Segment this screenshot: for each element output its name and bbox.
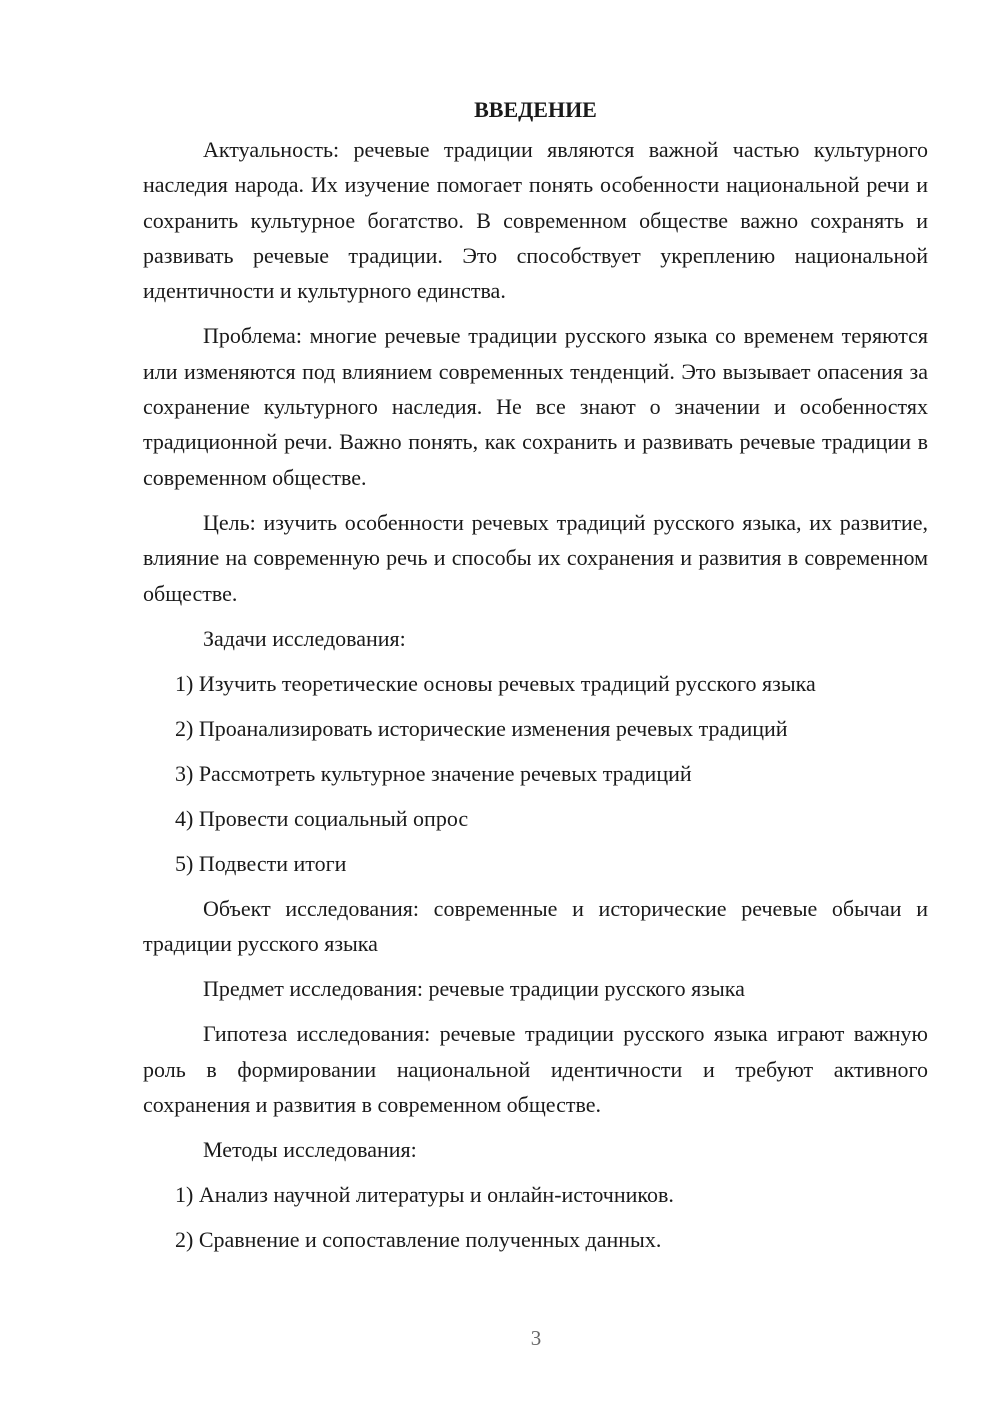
page-number: 3 [530,1326,542,1350]
method-item: 1) Анализ научной литературы и онлайн-источников. [175,1182,674,1208]
hypothesis-paragraph: Гипотеза исследования: речевые традиции русского языка играют важную роль в формировании национальной идентичности и требуют активного сохранения и развития в современном обществе. [143,1021,928,1118]
section-title: ВВЕДЕНИЕ [474,97,597,122]
task-item: 2) Проанализировать исторические изменения речевых традиций [175,715,788,741]
task-item: 3) Рассмотреть культурное значение речевых традиций [175,760,692,786]
document-page [143,92,928,1267]
methods-heading: Методы исследования: [203,1137,417,1163]
task-item: 4) Провести социальный опрос [175,805,469,831]
tasks-heading: Задачи исследования: [203,625,406,651]
method-item: 2) Сравнение и сопоставление полученных данных. [175,1227,662,1253]
task-item: 5) Подвести итоги [175,850,347,876]
object-paragraph: Объект исследования: современные и исторические речевые обычаи и традиции русского языка [143,895,928,957]
goal-paragraph: Цель: изучить особенности речевых традиций русского языка, их развитие, влияние на современную речь и способы их сохранения и развития в современном обществе. [143,509,928,606]
task-item: 1) Изучить теоретические основы речевых традиций русского языка [175,670,816,696]
relevance-paragraph: Актуальность: речевые традиции являются важной частью культурного наследия народа. Их изучение помогает понять особенности национальной речи и сохранить культурное богатство. В современном обществе важно сохранять и развивать речевые традиции. Это способствует укреплению национальной идентичности и культурного единства. [143,137,928,304]
problem-paragraph: Проблема: многие речевые традиции русского языка со временем теряются или изменяются под влиянием современных тенденций. Это вызывает опасения за сохранение культурного наследия. Не все знают о значении и особенностях традиционной речи. Важно понять, как сохранить и развивать речевые традиции в современном обществе. [143,323,928,490]
subject-paragraph: Предмет исследования: речевые традиции русского языка [203,976,745,1002]
